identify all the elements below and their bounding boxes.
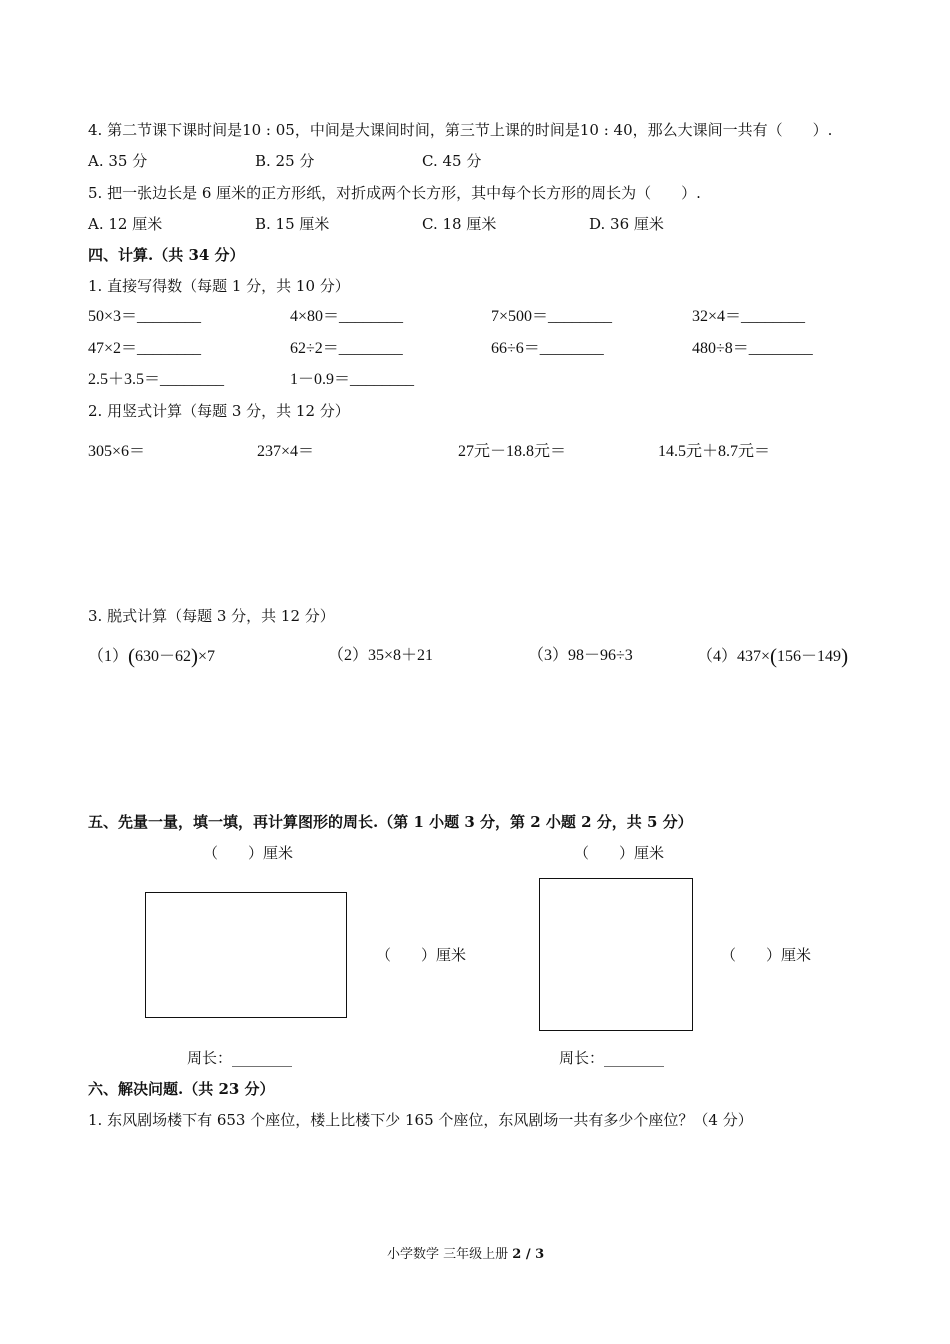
inner-expression: 156－149: [777, 648, 842, 665]
question-4-option-c: C. 45 分: [422, 152, 482, 170]
section-6-title: 六、解决问题.（共 23 分）: [88, 1080, 275, 1098]
oral-calc-item: 62÷2＝________: [290, 340, 403, 357]
right-paren: ): [191, 644, 199, 668]
item-number: （4）: [697, 648, 738, 665]
expression: 35×8＋21: [368, 647, 434, 664]
page-number: 2 / 3: [512, 1247, 545, 1262]
stepwise-calc-item: [328, 646, 433, 666]
oral-calc-item: 4×80＝________: [290, 308, 404, 325]
vertical-calc-item: 14.5元＋8.7元＝: [658, 443, 771, 460]
oral-calc-item: 7×500＝________: [491, 308, 613, 325]
oral-calc-item: 1－0.9＝________: [290, 371, 415, 388]
oral-calc-item: 47×2＝________: [88, 340, 202, 357]
left-paren: (: [128, 644, 136, 668]
head-expression: 437×: [737, 648, 771, 665]
section-6-question-1: 1. 东风剧场楼下有 653 个座位，楼上比楼下少 165 个座位，东风剧场一共有多少个座位？（4 分）: [88, 1111, 753, 1129]
vertical-calc-item: 305×6＝: [88, 443, 146, 460]
question-5-option-c: C. 18 厘米: [422, 215, 497, 233]
oral-calc-item: 480÷8＝________: [692, 340, 813, 357]
vertical-calc-item: 237×4＝: [257, 443, 315, 460]
vertical-calc-item: 27元－18.8元＝: [458, 443, 567, 460]
oral-calc-item: 2.5＋3.5＝________: [88, 371, 225, 388]
square-side-label: （ ）厘米: [721, 946, 812, 964]
section-5-title: 五、先量一量，填一填，再计算图形的周长.（第 1 小题 3 分，第 2 小题 2 分，共 5 分）: [88, 813, 693, 831]
inner-expression: 630－62: [135, 648, 192, 665]
footer-title: 小学数学 三年级上册: [387, 1247, 513, 1262]
square-perimeter-blank: 周长：________: [559, 1049, 665, 1067]
square-top-label: （ ）厘米: [574, 844, 665, 862]
page-footer: [387, 1245, 544, 1265]
oral-calc-item: 66÷6＝________: [491, 340, 604, 357]
item-number: （2）: [328, 647, 369, 664]
question-4-option-b: B. 25 分: [255, 152, 315, 170]
left-paren: (: [770, 644, 778, 668]
section-4-title: 四、计算.（共 34 分）: [88, 246, 245, 264]
square-figure: [539, 878, 693, 1031]
item-number: （1）: [88, 648, 129, 665]
oral-calc-item: 50×3＝________: [88, 308, 202, 325]
question-4-stem: 4. 第二节课下课时间是10 : 05，中间是大课间时间，第三节上课的时间是10 : 40，那么大课间一共有（ ）.: [88, 121, 833, 139]
expression: 98－96÷3: [568, 647, 633, 664]
stepwise-calc-item: [88, 646, 215, 667]
stepwise-calc-item: [528, 646, 633, 666]
rectangle-side-label: （ ）厘米: [376, 946, 467, 964]
rectangle-perimeter-blank: 周长：________: [187, 1049, 293, 1067]
question-4-option-a: A. 35 分: [88, 152, 148, 170]
item-number: （3）: [528, 647, 569, 664]
section-4-part-1-heading: 1. 直接写得数（每题 1 分，共 10 分）: [88, 277, 350, 295]
question-5-option-a: A. 12 厘米: [88, 215, 163, 233]
question-5-option-b: B. 15 厘米: [255, 215, 330, 233]
tail-expression: ×7: [198, 648, 216, 665]
section-4-part-3-heading: 3. 脱式计算（每题 3 分，共 12 分）: [88, 607, 335, 625]
rectangle-figure: [145, 892, 347, 1018]
stepwise-calc-item: [697, 646, 848, 667]
question-5-stem: 5. 把一张边长是 6 厘米的正方形纸，对折成两个长方形，其中每个长方形的周长为（ ）.: [88, 184, 701, 202]
oral-calc-item: 32×4＝________: [692, 308, 806, 325]
question-5-option-d: D. 36 厘米: [589, 215, 664, 233]
right-paren: ): [841, 644, 849, 668]
section-4-part-2-heading: 2. 用竖式计算（每题 3 分，共 12 分）: [88, 402, 350, 420]
rectangle-top-label: （ ）厘米: [203, 844, 294, 862]
